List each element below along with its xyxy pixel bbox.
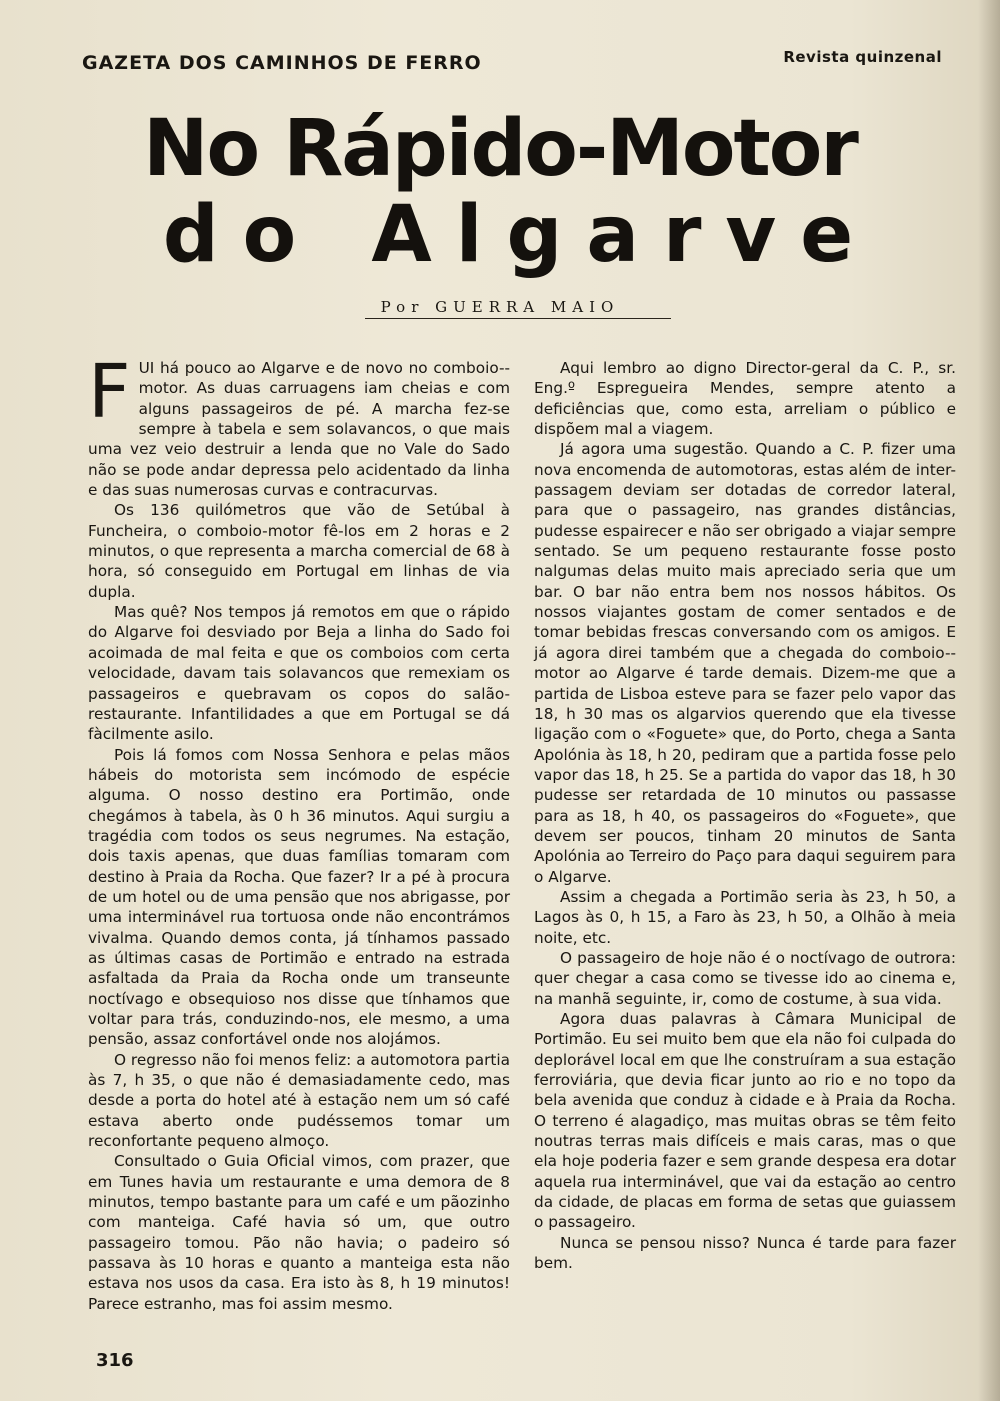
paragraph: Mas quê? Nos tempos já remotos em que o rápido do Algarve foi desviado por Beja a linha do Sado foi acoimada de mal feita e que os comboios com certa velocidade, davam tais solavancos que remexiam os passageiros e quebravam os copos do salão-restaurante. Infantilidades a que em Portugal se dá fàcilmente asilo.: [88, 603, 510, 744]
paragraph: Já agora uma sugestão. Quando a C. P. fizer uma nova encomenda de automotoras, estas além de inter-passagem deviam ser dotadas de corredor lateral, para que o passageiro, nas grandes distâncias, pudesse espairecer e não ser obrigado a viajar sempre sentado. Se um pequeno restaurante fosse posto nalgumas delas muito mais apreciado seria que um bar. O bar não entra bem nos nossos hábitos. Os nossos viajantes gostam de comer sentados e de tomar bebidas frescas conversando com os amigos. E já agora direi também que a chegada do comboio--motor ao Algarve é tarde demais. Dizem-me que a partida de Lisboa esteve para se fazer pelo vapor das 18, h 30 mas os algarvios querendo que ela tivesse ligação com o «Foguete» que, do Porto, chega a Santa Apolónia às 18, h 20, pediram que a partida fosse pelo vapor das 18, h 25. Se a partida do vapor das 18, h 30 pudesse ser retardada de 10 minutos ou passasse para as 18, h 40, os passageiros do «Foguete», que devem ser poucos, tinham 20 minutos de Santa Apolónia ao Terreiro do Paço para daqui seguirem para o Algarve.: [534, 440, 956, 886]
paragraph: Agora duas palavras à Câmara Municipal de Portimão. Eu sei muito bem que ela não foi culpada do deplorável local em que lhe construíram a sua estação ferroviária, que devia ficar junto ao rio e no topo da bela avenida que conduz à cidade e à Praia da Rocha. O terreno é alagadiço, mas muitas obras se têm feito noutras terras mais difíceis e mais caras, mas o que ela hoje poderia fazer e sem grande despesa era dotar aquela rua interminável, que vai da estação ao centro da cidade, de placas em forma de setas que guiassem o passageiro.: [534, 1010, 956, 1232]
paragraph: Assim a chegada a Portimão seria às 23, h 50, a Lagos às 0, h 15, a Faro às 23, h 50, a Olhão à meia noite, etc.: [534, 887, 956, 947]
article-byline: Por GUERRA MAIO: [380, 298, 620, 316]
paragraph: Os 136 quilómetros que vão de Setúbal à Funcheira, o comboio-motor fê-los em 2 horas e 2 minutos, o que representa a marcha comercial de 68 à hora, só conseguido em Portugal em linhas de via dupla.: [88, 501, 510, 601]
byline-underline: [365, 318, 671, 319]
publication-name: GAZETA DOS CAMINHOS DE FERRO: [82, 52, 482, 74]
paragraph: O regresso não foi menos feliz: a automotora partia às 7, h 35, o que não é demasiadamente cedo, mas desde a porta do hotel até à estação nem um só café estava aberto onde pudéssemos tomar um reconfortante pequeno almoço.: [88, 1050, 510, 1151]
paragraph: Nunca se pensou nisso? Nunca é tarde para fazer bem.: [534, 1233, 956, 1273]
paragraph: [88, 349, 510, 500]
paragraph: Aqui lembro ao digno Director-geral da C. P., sr. Eng.º Espregueira Mendes, sempre atento a deficiências que, como esta, arreliam o público e dispõem mal a viagem.: [534, 359, 956, 439]
article-title-line-1: No Rápido-Motor: [143, 104, 857, 194]
publication-frequency: Revista quinzenal: [783, 48, 942, 66]
drop-cap: F: [88, 349, 131, 435]
paragraph-text: UI há pouco ao Algarve e de novo no comboio--motor. As duas carruagens iam cheias e com alguns passageiros de pé. A marcha fez-se sempre à tabela e sem solavancos, o que mais uma vez veio destruir a lenda que no Vale do Sado não se pode andar depressa pelo acidentado da linha e das suas numerosas curvas e contracurvas.: [88, 359, 510, 500]
article-title-line-2: do Algarve: [162, 190, 878, 280]
article-column-right: [534, 358, 956, 1273]
paragraph: Pois lá fomos com Nossa Senhora e pelas mãos hábeis do motorista sem incómodo de espécie alguma. O nosso destino era Portimão, onde chegámos à tabela, às 0 h 36 minutos. Aqui surgiu a tragédia com todos os seus negrumes. Na estação, dois taxis apenas, que duas famílias tomaram com destino à Praia da Rocha. Que fazer? Ir a pé à procura de um hotel ou de uma pensão que nos abrigasse, por uma interminável rua tortuosa onde não encontrámos vivalma. Quando demos conta, já tínhamos passado as últimas casas de Portimão e entrado na estrada asfaltada da Praia da Rocha onde um transeunte noctívago e obsequioso nos disse que tínhamos que voltar para trás, conduzindo-nos, ele mesmo, a uma pensão, assaz confortável onde nos alojámos.: [88, 745, 510, 1049]
article-column-left: [88, 349, 510, 1314]
page-number: 316: [96, 1350, 134, 1371]
paragraph: O passageiro de hoje não é o noctívago de outrora: quer chegar a casa como se tivesse ido ao cinema e, na manhã seguinte, ir, como de costume, à sua vida.: [534, 948, 956, 1008]
paragraph: Consultado o Guia Oficial vimos, com prazer, que em Tunes havia um restaurante e uma demora de 8 minutos, tempo bastante para um café e um pãozinho com manteiga. Café havia só um, que outro passageiro tomou. Pão não havia; o padeiro só passava às 10 horas e quanto a manteiga esta não estava nos usos da casa. Era isto às 8, h 19 minutos! Parece estranho, mas foi assim mesmo.: [88, 1152, 510, 1313]
